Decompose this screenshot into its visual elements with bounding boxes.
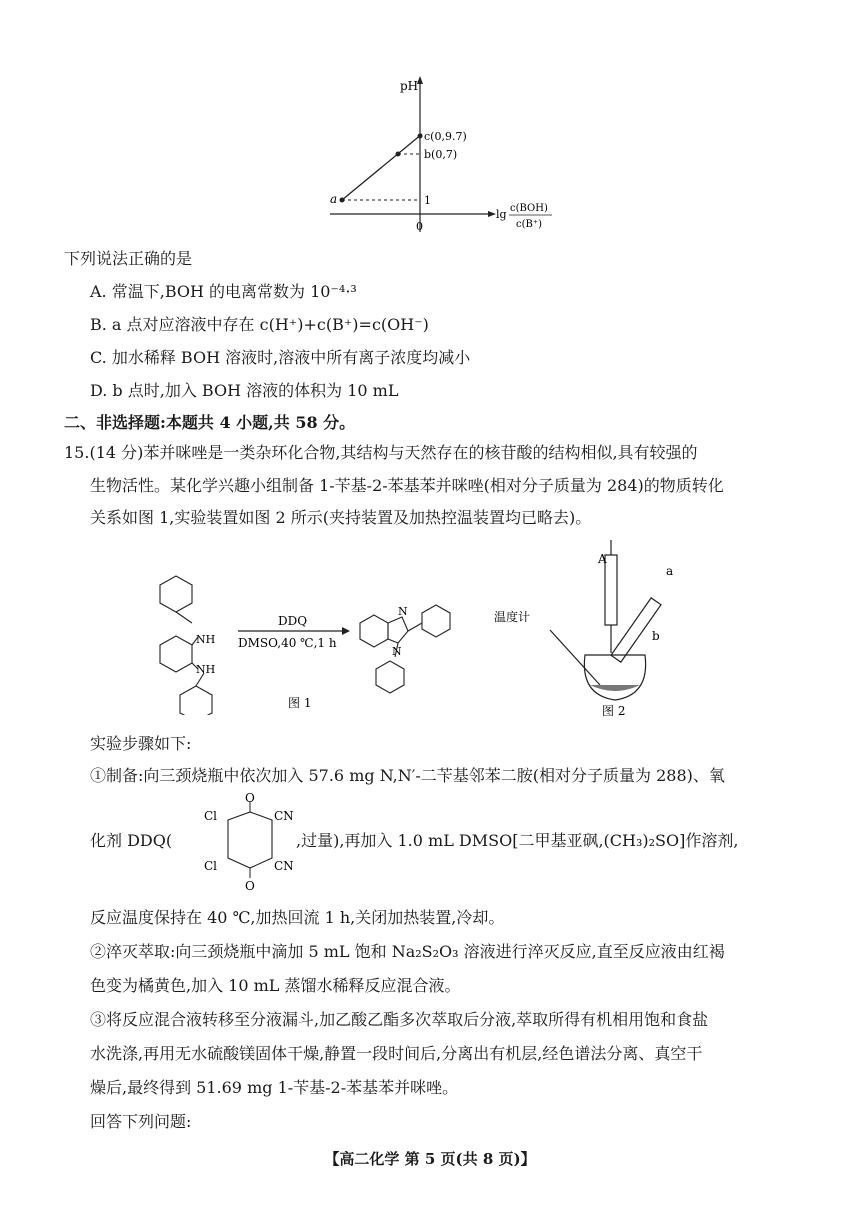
q15-line1: 15.(14 分)苯并咪唑是一类杂环化合物,其结构与天然存在的核苷酸的结构相似,具有较强的	[64, 443, 698, 462]
ddq-cl-top: Cl	[204, 809, 218, 823]
reagent-ddq: DDQ	[278, 614, 308, 628]
ddq-o-bottom: O	[245, 879, 255, 893]
tick-1: 1	[424, 194, 431, 207]
thermometer	[550, 630, 600, 685]
liquid	[590, 685, 640, 691]
option-c: C. 加水稀释 BOH 溶液时,溶液中所有离子浓度均减小	[90, 348, 471, 367]
q15-line2: 生物活性。某化学兴趣小组制备 1-苄基-2-苯基苯并咪唑(相对分子质量为 284)的物质转化	[90, 476, 724, 495]
answer-prompt: 回答下列问题:	[90, 1112, 192, 1131]
core-ring	[160, 636, 192, 672]
x-axis-den: c(B⁺)	[516, 219, 543, 230]
page-footer: 【高二化学 第 5 页(共 8 页)】	[324, 1150, 536, 1168]
ddq-structure	[200, 790, 300, 895]
reaction-conditions: DMSO,40 ℃,1 h	[238, 636, 337, 650]
series-line	[342, 134, 422, 200]
figure-1-caption: 图 1	[288, 696, 312, 710]
ddq-cl-bottom: Cl	[204, 859, 218, 873]
step1-line3: 反应温度保持在 40 ℃,加热回流 1 h,关闭加热装置,冷却。	[90, 908, 505, 927]
figure-2-caption: 图 2	[602, 704, 626, 718]
step3-line2: 水洗涤,再用无水硫酸镁固体干燥,静置一段时间后,分离出有机层,经色谱法分离、真空干	[90, 1044, 703, 1063]
nh-bottom: NH	[196, 663, 216, 676]
label-a: a	[330, 192, 338, 206]
benzyl-ring-top	[160, 576, 192, 612]
step3-line1: ③将反应混合液转移至分液漏斗,加乙酸乙酯多次萃取后分液,萃取所得有机相用饱和食盐	[90, 1010, 709, 1029]
step1-ddq-prefix: 化剂 DDQ(	[90, 831, 173, 850]
label-a-lower: a	[666, 564, 674, 578]
label-a-upper: A	[598, 552, 607, 566]
imidazole-ring	[388, 617, 408, 643]
step2-line1: ②淬灭萃取:向三颈烧瓶中滴加 5 mL 饱和 Na₂S₂O₃ 溶液进行淬灭反应,直至反应液由红褐	[90, 942, 725, 961]
thermometer-label: 温度计	[494, 610, 531, 624]
benzyl-ring-bottom	[180, 686, 212, 715]
ddq-o-top: O	[245, 791, 255, 805]
ph-chart	[320, 72, 580, 242]
benzimidazole-ring	[360, 615, 388, 647]
x-axis-num: c(BOH)	[510, 203, 548, 214]
question-prompt: 下列说法正确的是	[64, 249, 193, 268]
figure-1-reaction	[140, 545, 500, 715]
n-label-2: N	[392, 645, 402, 658]
point-a	[340, 198, 345, 203]
option-a: A. 常温下,BOH 的电离常数为 10⁻⁴·³	[90, 282, 357, 301]
origin-label: 0	[416, 220, 423, 233]
step1-line1: ①制备:向三颈烧瓶中依次加入 57.6 mg N,N′-二苄基邻苯二胺(相对分子质量为 288)、氧	[90, 766, 725, 785]
dropping-funnel	[605, 555, 617, 625]
section-heading: 二、非选择题:本题共 4 小题,共 58 分。	[64, 413, 356, 432]
label-b: b(0,7)	[424, 148, 458, 161]
step1-ddq-suffix: ,过量),再加入 1.0 mL DMSO[二甲基亚砜,(CH₃)₂SO]作溶剂,	[296, 831, 739, 850]
q15-line3: 关系如图 1,实验装置如图 2 所示(夹持装置及加热控温装置均已略去)。	[90, 508, 592, 527]
option-d: D. b 点时,加入 BOH 溶液的体积为 10 mL	[90, 381, 399, 400]
label-c: c(0,9.7)	[424, 130, 467, 143]
point-c	[418, 134, 423, 139]
reaction-arrowhead	[342, 627, 350, 635]
step2-line2: 色变为橘黄色,加入 10 mL 蒸馏水稀释反应混合液。	[90, 976, 461, 995]
ddq-ring	[228, 812, 272, 868]
step3-line3: 燥后,最终得到 51.69 mg 1-苄基-2-苯基苯并咪唑。	[90, 1078, 459, 1097]
label-b-fig2: b	[652, 629, 660, 643]
x-axis-label-lg: lg	[496, 208, 507, 221]
point-b-dot	[396, 152, 401, 157]
figure-2-apparatus	[490, 535, 720, 720]
y-axis-label: pH	[400, 79, 419, 93]
ddq-cn-top: CN	[274, 809, 294, 823]
x-axis-arrow	[488, 211, 496, 217]
steps-title: 实验步骤如下:	[90, 734, 192, 753]
n-label-1: N	[398, 605, 408, 618]
benzyl-ring	[376, 661, 404, 693]
ddq-cn-bottom: CN	[274, 859, 294, 873]
phenyl-ring	[422, 605, 450, 637]
option-b: B. a 点对应溶液中存在 c(H⁺)+c(B⁺)=c(OH⁻)	[90, 315, 429, 334]
nh-top: NH	[196, 633, 216, 646]
